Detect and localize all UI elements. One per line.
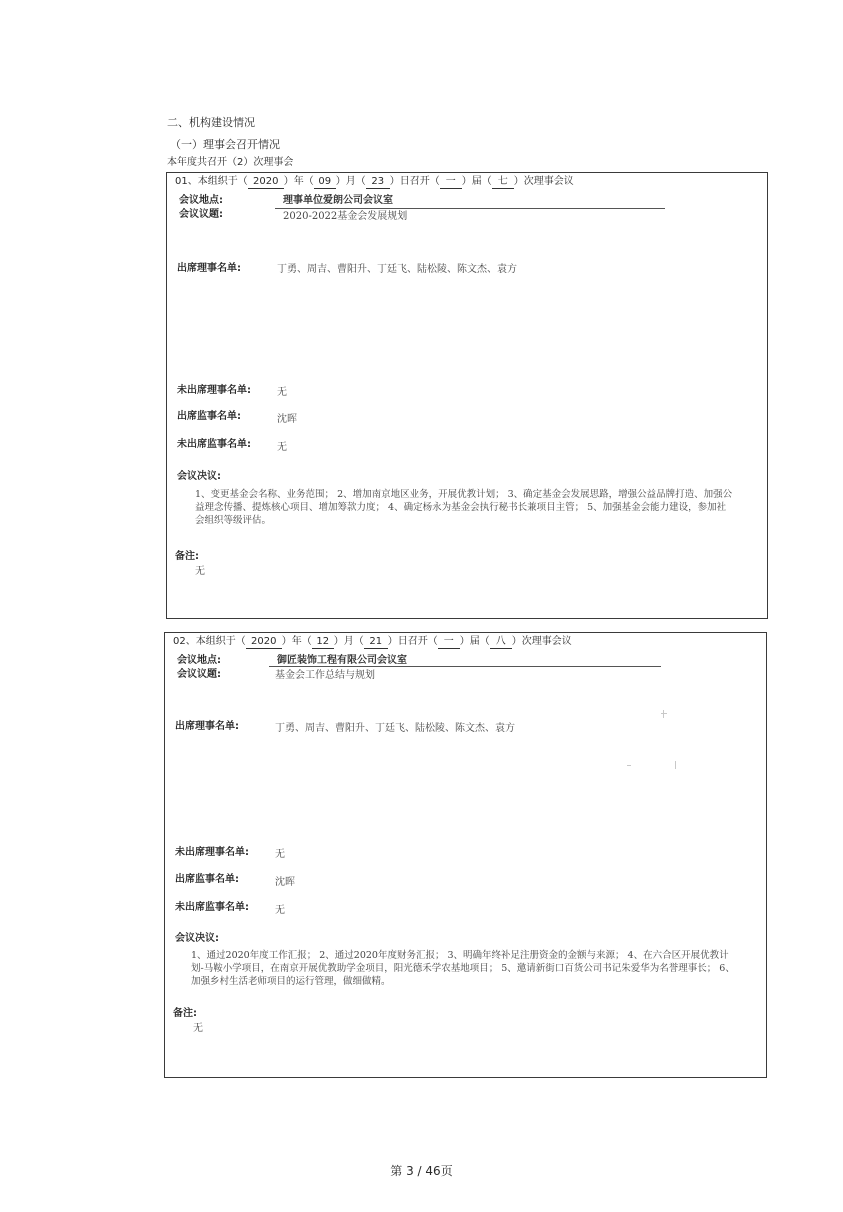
location-label: 会议地点: (179, 195, 223, 206)
remark-value: 无 (193, 1023, 203, 1034)
meeting-term: 一 (440, 176, 462, 189)
page-number: 第 3 / 46页 (390, 1164, 453, 1178)
year-label: ）年（ (281, 636, 312, 647)
year-label: ）年（ (283, 176, 314, 187)
meeting-number: 01、本组织于 (175, 176, 238, 187)
location-value: 御匠装饰工程有限公司会议室 (277, 655, 407, 666)
location-underline (275, 208, 665, 209)
session-label: ）次理事会议 (513, 176, 574, 187)
location-value: 理事单位爱朗公司会议室 (283, 195, 393, 206)
section-title: 二、机构建设情况 (167, 116, 255, 129)
meeting-session: 七 (492, 176, 514, 189)
meeting-day: 21 (364, 636, 388, 649)
meeting-term: 一 (438, 636, 460, 649)
remark-value: 无 (195, 566, 205, 577)
scan-mark (661, 713, 667, 714)
supervisor-absent-label: 未出席监事名单: (177, 439, 251, 450)
subsection-title: （一）理事会召开情况 (170, 138, 280, 151)
scan-mark (663, 710, 664, 718)
month-label: ）月（ (333, 636, 364, 647)
supervisor-attend-label: 出席监事名单: (175, 874, 239, 885)
meeting-number: 02、本组织于 (173, 636, 236, 647)
absent-label: 未出席理事名单: (175, 847, 249, 858)
supervisor-attend-value: 沈晖 (277, 414, 297, 425)
remark-label: 备注: (173, 1008, 197, 1019)
topic-label: 会议议题: (177, 669, 221, 680)
meeting-card-1 (166, 172, 768, 619)
attend-value: 丁勇、周吉、曹阳升、丁廷飞、陆松陵、陈文杰、袁方 (277, 264, 517, 275)
meeting-day: 23 (366, 176, 390, 189)
meeting-session: 八 (490, 636, 512, 649)
attend-label: 出席理事名单: (175, 721, 239, 732)
remark-label: 备注: (175, 551, 199, 562)
supervisor-attend-label: 出席监事名单: (177, 411, 241, 422)
supervisor-attend-value: 沈晖 (275, 877, 295, 888)
term-label: ）届（ (461, 176, 492, 187)
attend-value: 丁勇、周吉、曹阳升、丁廷飞、陆松陵、陈文杰、袁方 (275, 723, 515, 734)
supervisor-absent-label: 未出席监事名单: (175, 902, 249, 913)
session-label: ）次理事会议 (511, 636, 572, 647)
location-label: 会议地点: (177, 655, 221, 666)
day-label: ）日召开（ (387, 636, 438, 647)
meeting-year: 2020 (246, 636, 282, 649)
resolution-text: 1、变更基金会名称、业务范围； 2、增加南京地区业务，开展优教计划； 3、确定基金会发展思路，增强公益品牌打造、加强公益理念传播、提炼核心项目、增加筹款力度； 4、确定杨永为基金会执行秘书长兼项目主管； 5、加强基金会能力建设，参加社会组织等级评估。 (195, 489, 733, 526)
meeting-month: 12 (312, 636, 334, 649)
meeting-summary: 本年度共召开（2）次理事会 (167, 157, 294, 168)
topic-label: 会议议题: (179, 209, 223, 220)
scan-mark (675, 761, 676, 769)
resolution-label: 会议决议: (177, 471, 221, 482)
supervisor-absent-value: 无 (277, 442, 287, 453)
absent-label: 未出席理事名单: (177, 385, 251, 396)
attend-label: 出席理事名单: (177, 263, 241, 274)
meeting-header (173, 636, 572, 649)
scan-mark (627, 765, 631, 766)
meeting-card-2 (164, 632, 767, 1078)
topic-value: 2020-2022基金会发展规划 (283, 211, 408, 222)
topic-value: 基金会工作总结与规划 (275, 670, 375, 681)
paren: （ (235, 636, 246, 647)
location-underline (269, 666, 661, 667)
meeting-month: 09 (314, 176, 336, 189)
absent-value: 无 (277, 387, 287, 398)
term-label: ）届（ (459, 636, 490, 647)
paren: （ (237, 176, 248, 187)
resolution-label: 会议决议: (175, 933, 219, 944)
meeting-header (175, 176, 574, 189)
month-label: ）月（ (335, 176, 366, 187)
resolution-text: 1、通过2020年度工作汇报； 2、通过2020年度财务汇报； 3、明确年终补足注册资金的金额与来源； 4、在六合区开展优教计划-马鞍小学项目，在南京开展优教助学金项目，阳光德禾学农基地项目； 5、邀请新街口百货公司书记朱爱华为名誉理事长； 6、加强乡村生活老师项目的运行管理，做细做精。 (191, 950, 735, 987)
absent-value: 无 (275, 849, 285, 860)
meeting-year: 2020 (248, 176, 284, 189)
supervisor-absent-value: 无 (275, 905, 285, 916)
day-label: ）日召开（ (389, 176, 440, 187)
